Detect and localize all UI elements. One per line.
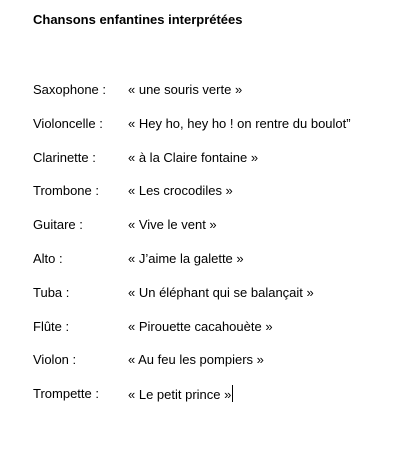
- instrument-label: Trompette :: [33, 386, 99, 402]
- song-title: « Pirouette cacahouète »: [128, 318, 273, 334]
- list-item: [33, 351, 403, 385]
- song-title: « Hey ho, hey ho ! on rentre du boulot”: [128, 115, 351, 131]
- instrument-song-list: [33, 81, 403, 419]
- list-item: [33, 284, 403, 318]
- list-item: [33, 318, 403, 352]
- instrument-label: Guitare :: [33, 217, 83, 233]
- instrument-label: Tuba :: [33, 284, 70, 300]
- document-title: Chansons enfantines interprétées: [33, 12, 243, 27]
- list-item: [33, 250, 403, 284]
- list-item: [33, 385, 403, 419]
- song-title: « à la Claire fontaine »: [128, 149, 259, 165]
- instrument-label: Flûte :: [33, 318, 70, 334]
- instrument-label: Clarinette :: [33, 149, 96, 165]
- instrument-label: Saxophone :: [33, 82, 107, 97]
- list-item: [33, 182, 403, 216]
- song-title: « Au feu les pompiers »: [128, 352, 264, 368]
- song-title: « Le petit prince »: [128, 387, 232, 403]
- instrument-label: Violoncelle :: [33, 115, 103, 131]
- list-item: [33, 81, 403, 115]
- text-cursor: [232, 385, 233, 402]
- list-item: [33, 149, 403, 183]
- list-item: [33, 115, 403, 149]
- song-title: « J’aime la galette »: [128, 250, 244, 266]
- song-title-with-caret[interactable]: [128, 385, 233, 404]
- song-title: « Les crocodiles »: [128, 183, 233, 199]
- song-title: « une souris verte »: [128, 82, 243, 97]
- instrument-label: Trombone :: [33, 183, 99, 199]
- song-title: « Un éléphant qui se balançait »: [128, 284, 314, 300]
- song-title: « Vive le vent »: [128, 217, 217, 233]
- list-item: [33, 216, 403, 250]
- instrument-label: Alto :: [33, 250, 63, 266]
- instrument-label: Violon :: [33, 352, 77, 368]
